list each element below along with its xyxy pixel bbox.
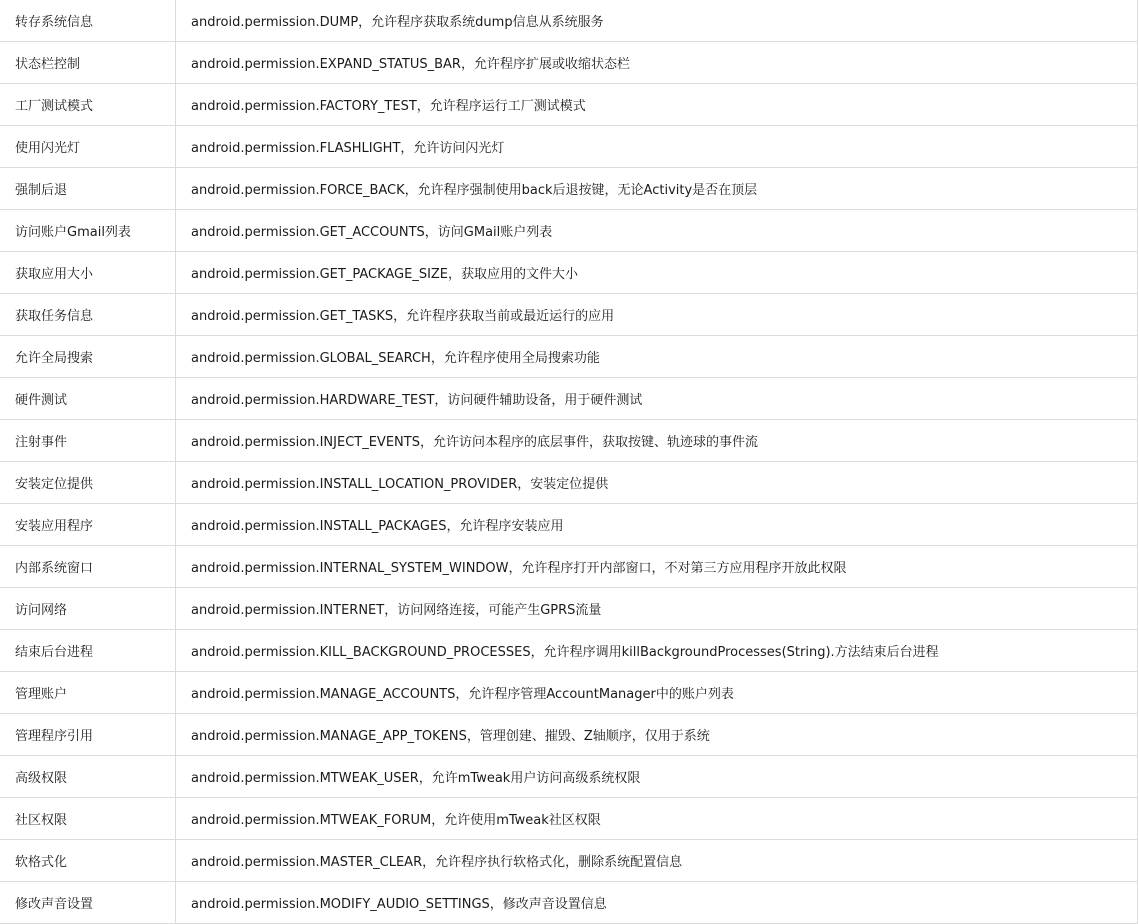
permission-name-cell: 转存系统信息 xyxy=(0,0,176,42)
table-row xyxy=(0,126,1138,168)
permission-name-cell: 访问账户Gmail列表 xyxy=(0,210,176,252)
table-row xyxy=(0,882,1138,924)
permission-name-cell: 工厂测试模式 xyxy=(0,84,176,126)
permission-name-cell: 获取应用大小 xyxy=(0,252,176,294)
permission-name-cell: 软格式化 xyxy=(0,840,176,882)
permission-desc-cell: android.permission.INJECT_EVENTS，允许访问本程序的底层事件，获取按键、轨迹球的事件流 xyxy=(176,420,1138,462)
permission-desc-cell: android.permission.DUMP，允许程序获取系统dump信息从系统服务 xyxy=(176,0,1138,42)
table-row xyxy=(0,588,1138,630)
table-row xyxy=(0,420,1138,462)
permission-name-cell: 访问网络 xyxy=(0,588,176,630)
permission-desc-cell: android.permission.FACTORY_TEST，允许程序运行工厂测试模式 xyxy=(176,84,1138,126)
permission-name-cell: 强制后退 xyxy=(0,168,176,210)
table-row xyxy=(0,630,1138,672)
permission-desc-cell: android.permission.INTERNET，访问网络连接，可能产生GPRS流量 xyxy=(176,588,1138,630)
permission-desc-cell: android.permission.MANAGE_ACCOUNTS，允许程序管理AccountManager中的账户列表 xyxy=(176,672,1138,714)
table-row xyxy=(0,672,1138,714)
permission-desc-cell: android.permission.INSTALL_LOCATION_PROVIDER，安装定位提供 xyxy=(176,462,1138,504)
permission-name-cell: 获取任务信息 xyxy=(0,294,176,336)
permission-name-cell: 社区权限 xyxy=(0,798,176,840)
permission-desc-cell: android.permission.MODIFY_AUDIO_SETTINGS，修改声音设置信息 xyxy=(176,882,1138,924)
permission-name-cell: 管理程序引用 xyxy=(0,714,176,756)
table-row xyxy=(0,0,1138,42)
permission-name-cell: 硬件测试 xyxy=(0,378,176,420)
permission-desc-cell: android.permission.MASTER_CLEAR，允许程序执行软格式化，删除系统配置信息 xyxy=(176,840,1138,882)
permission-name-cell: 内部系统窗口 xyxy=(0,546,176,588)
permission-name-cell: 使用闪光灯 xyxy=(0,126,176,168)
permission-name-cell: 状态栏控制 xyxy=(0,42,176,84)
table-row xyxy=(0,84,1138,126)
table-row xyxy=(0,210,1138,252)
table-row xyxy=(0,462,1138,504)
permission-name-cell: 高级权限 xyxy=(0,756,176,798)
permission-desc-cell: android.permission.MANAGE_APP_TOKENS，管理创建、摧毁、Z轴顺序，仅用于系统 xyxy=(176,714,1138,756)
permission-name-cell: 安装定位提供 xyxy=(0,462,176,504)
permission-name-cell: 安装应用程序 xyxy=(0,504,176,546)
permission-desc-cell: android.permission.MTWEAK_FORUM，允许使用mTweak社区权限 xyxy=(176,798,1138,840)
permission-desc-cell: android.permission.INSTALL_PACKAGES，允许程序安装应用 xyxy=(176,504,1138,546)
permission-desc-cell: android.permission.GET_TASKS，允许程序获取当前或最近运行的应用 xyxy=(176,294,1138,336)
table-row xyxy=(0,840,1138,882)
permission-name-cell: 结束后台进程 xyxy=(0,630,176,672)
permission-desc-cell: android.permission.INTERNAL_SYSTEM_WINDOW，允许程序打开内部窗口，不对第三方应用程序开放此权限 xyxy=(176,546,1138,588)
permission-desc-cell: android.permission.KILL_BACKGROUND_PROCESSES，允许程序调用killBackgroundProcesses(String).方法结束后台进程 xyxy=(176,630,1138,672)
table-row xyxy=(0,42,1138,84)
table-row xyxy=(0,168,1138,210)
table-row xyxy=(0,378,1138,420)
permission-desc-cell: android.permission.GET_PACKAGE_SIZE，获取应用的文件大小 xyxy=(176,252,1138,294)
permission-name-cell: 注射事件 xyxy=(0,420,176,462)
permission-name-cell: 管理账户 xyxy=(0,672,176,714)
permission-desc-cell: android.permission.FORCE_BACK，允许程序强制使用back后退按键，无论Activity是否在顶层 xyxy=(176,168,1138,210)
permission-desc-cell: android.permission.MTWEAK_USER，允许mTweak用户访问高级系统权限 xyxy=(176,756,1138,798)
permission-desc-cell: android.permission.FLASHLIGHT，允许访问闪光灯 xyxy=(176,126,1138,168)
permission-desc-cell: android.permission.EXPAND_STATUS_BAR，允许程序扩展或收缩状态栏 xyxy=(176,42,1138,84)
permission-desc-cell: android.permission.HARDWARE_TEST，访问硬件辅助设备，用于硬件测试 xyxy=(176,378,1138,420)
table-row xyxy=(0,252,1138,294)
table-row xyxy=(0,294,1138,336)
permission-desc-cell: android.permission.GET_ACCOUNTS，访问GMail账户列表 xyxy=(176,210,1138,252)
table-row xyxy=(0,546,1138,588)
permission-desc-cell: android.permission.GLOBAL_SEARCH，允许程序使用全局搜索功能 xyxy=(176,336,1138,378)
permission-name-cell: 修改声音设置 xyxy=(0,882,176,924)
permission-name-cell: 允许全局搜索 xyxy=(0,336,176,378)
table-row xyxy=(0,756,1138,798)
table-row xyxy=(0,714,1138,756)
table-row xyxy=(0,504,1138,546)
table-row xyxy=(0,798,1138,840)
table-row xyxy=(0,336,1138,378)
